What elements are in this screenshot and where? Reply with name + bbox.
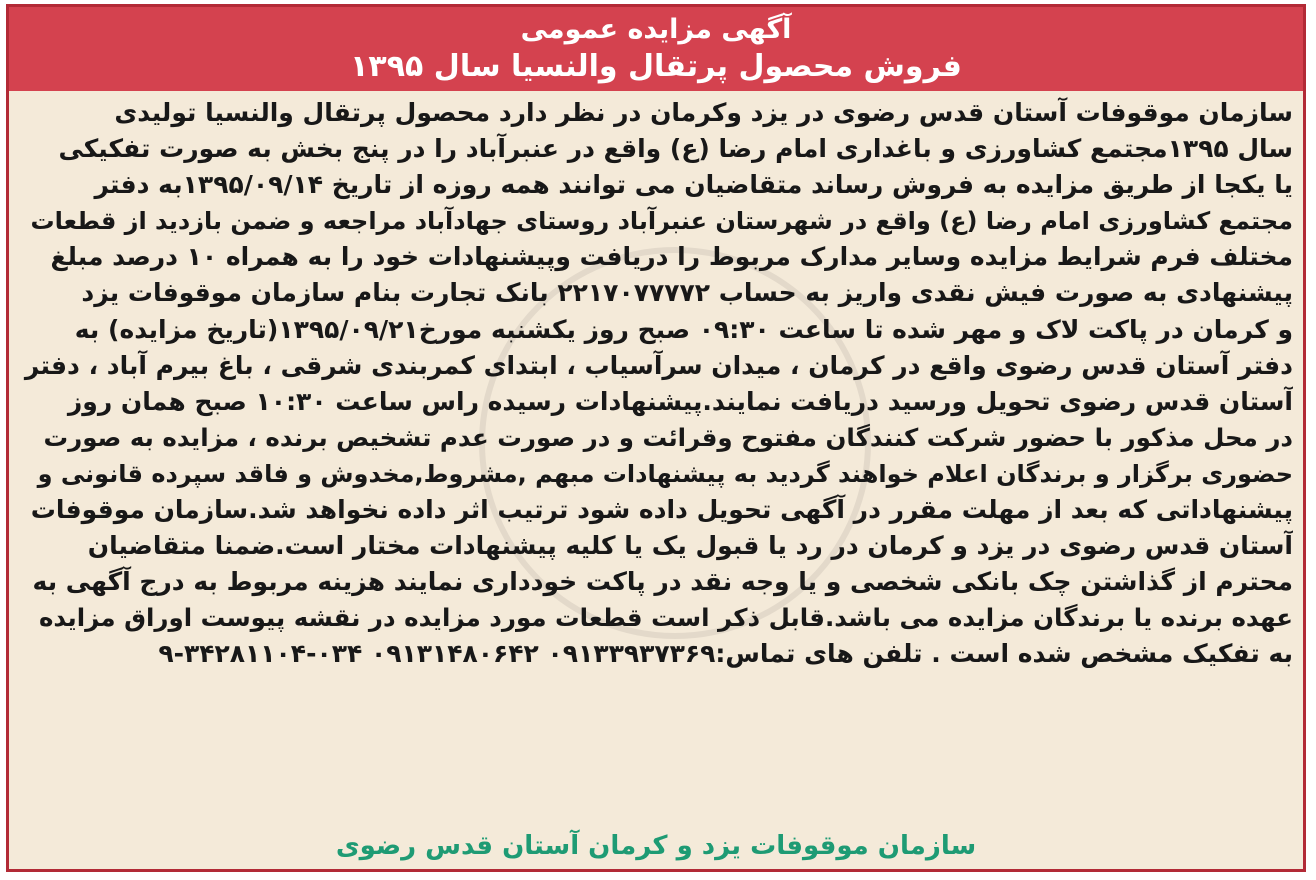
notice-subtitle: فروش محصول پرتقال والنسیا سال ۱۳۹۵ [350,49,962,84]
contact-line: به تفکیک مشخص شده است . تلفن های تماس:۰۹۱۳۳۹۳۷۳۶۹ ۰۹۱۳۱۴۸۰۶۴۲ ۰۳۴-۳۴۲۸۱۱۰۴-۹ [158,639,1293,669]
body-line: محترم از گذاشتن چک بانکی شخصی و یا وجه نقد در پاکت خودداری نمایند هزینه مربوط به درج آگهی به [32,567,1293,597]
notice-title: آگهی مزایده عمومی [520,14,792,45]
body-line: پیشنهادی به صورت فیش نقدی واریز به حساب ۲۲۱۷۰۷۷۷۷۲ بانک تجارت بنام سازمان موقوفات یزد [81,278,1293,308]
body-line: یا یکجا از طریق مزایده به فروش رساند متقاضیان می توانند همه روزه از تاریخ ۱۳۹۵/۰۹/۱۴به دفتر [94,170,1293,200]
body-line: سال ۱۳۹۵مجتمع کشاورزی و باغداری امام رضا (ع) واقع در عنبرآباد را در پنج بخش به صورت تفکیکی [58,134,1293,164]
body-line: پیشنهاداتی که بعد از مهلت مقرر در آگهی تحویل داده شود ترتیب اثر داده نخواهد شد.سازمان موقوفات [30,495,1293,525]
body-line: دفتر آستان قدس رضوی واقع در کرمان ، میدان سرآسیاب ، ابتدای کمربندی شرقی ، باغ بیرم آباد ، دفتر [24,350,1293,380]
body-line: مجتمع کشاورزی امام رضا (ع) واقع در شهرستان عنبرآباد روستای جهادآباد مراجعه و ضمن بازدید از قطعات [30,207,1293,236]
body-line: مختلف فرم شرایط مزایده وسایر مدارک مربوط را دریافت وپیشنهادات خود را به همراه ۱۰ درصد مبلغ [50,242,1293,272]
notice-header [9,7,1303,91]
body-line: عهده برنده یا برندگان مزایده می باشد.قابل ذکر است قطعات مورد مزایده در نقشه پیوست اوراق مزایده [38,603,1293,633]
body-line: حضوری برگزار و برندگان اعلام خواهند گردید به پیشنهادات مبهم ,مشروط,مخدوش و فاقد سپرده قانونی و [37,459,1293,488]
body-line: آستان قدس رضوی در یزد و کرمان در رد یا قبول یک یا کلیه پیشنهادات مختار است.ضمنا متقاضیان [87,531,1293,561]
body-line: آستان قدس رضوی تحویل ورسید دریافت نمایند.پیشنهادات رسیده راس ساعت ۱۰:۳۰ صبح همان روز [67,386,1293,416]
body-line: در محل مذکور با حضور شرکت کنندگان مفتوح وقرائت و در صورت عدم تشخیص برنده ، مزایده به صورت [43,422,1293,452]
organization-signature: سازمان موقوفات یزد و کرمان آستان قدس رضوی [335,831,977,861]
body-line: سازمان موقوفات آستان قدس رضوی در یزد وکرمان در نظر دارد محصول پرتقال والنسیا تولیدی [114,98,1293,127]
auction-notice [6,4,1306,872]
body-line: و کرمان در پاکت لاک و مهر شده تا ساعت ۰۹:۳۰ صبح روز یکشنبه مورخ۱۳۹۵/۰۹/۲۱(تاریخ مزایده) به [74,314,1293,344]
notice-body [19,95,1293,817]
